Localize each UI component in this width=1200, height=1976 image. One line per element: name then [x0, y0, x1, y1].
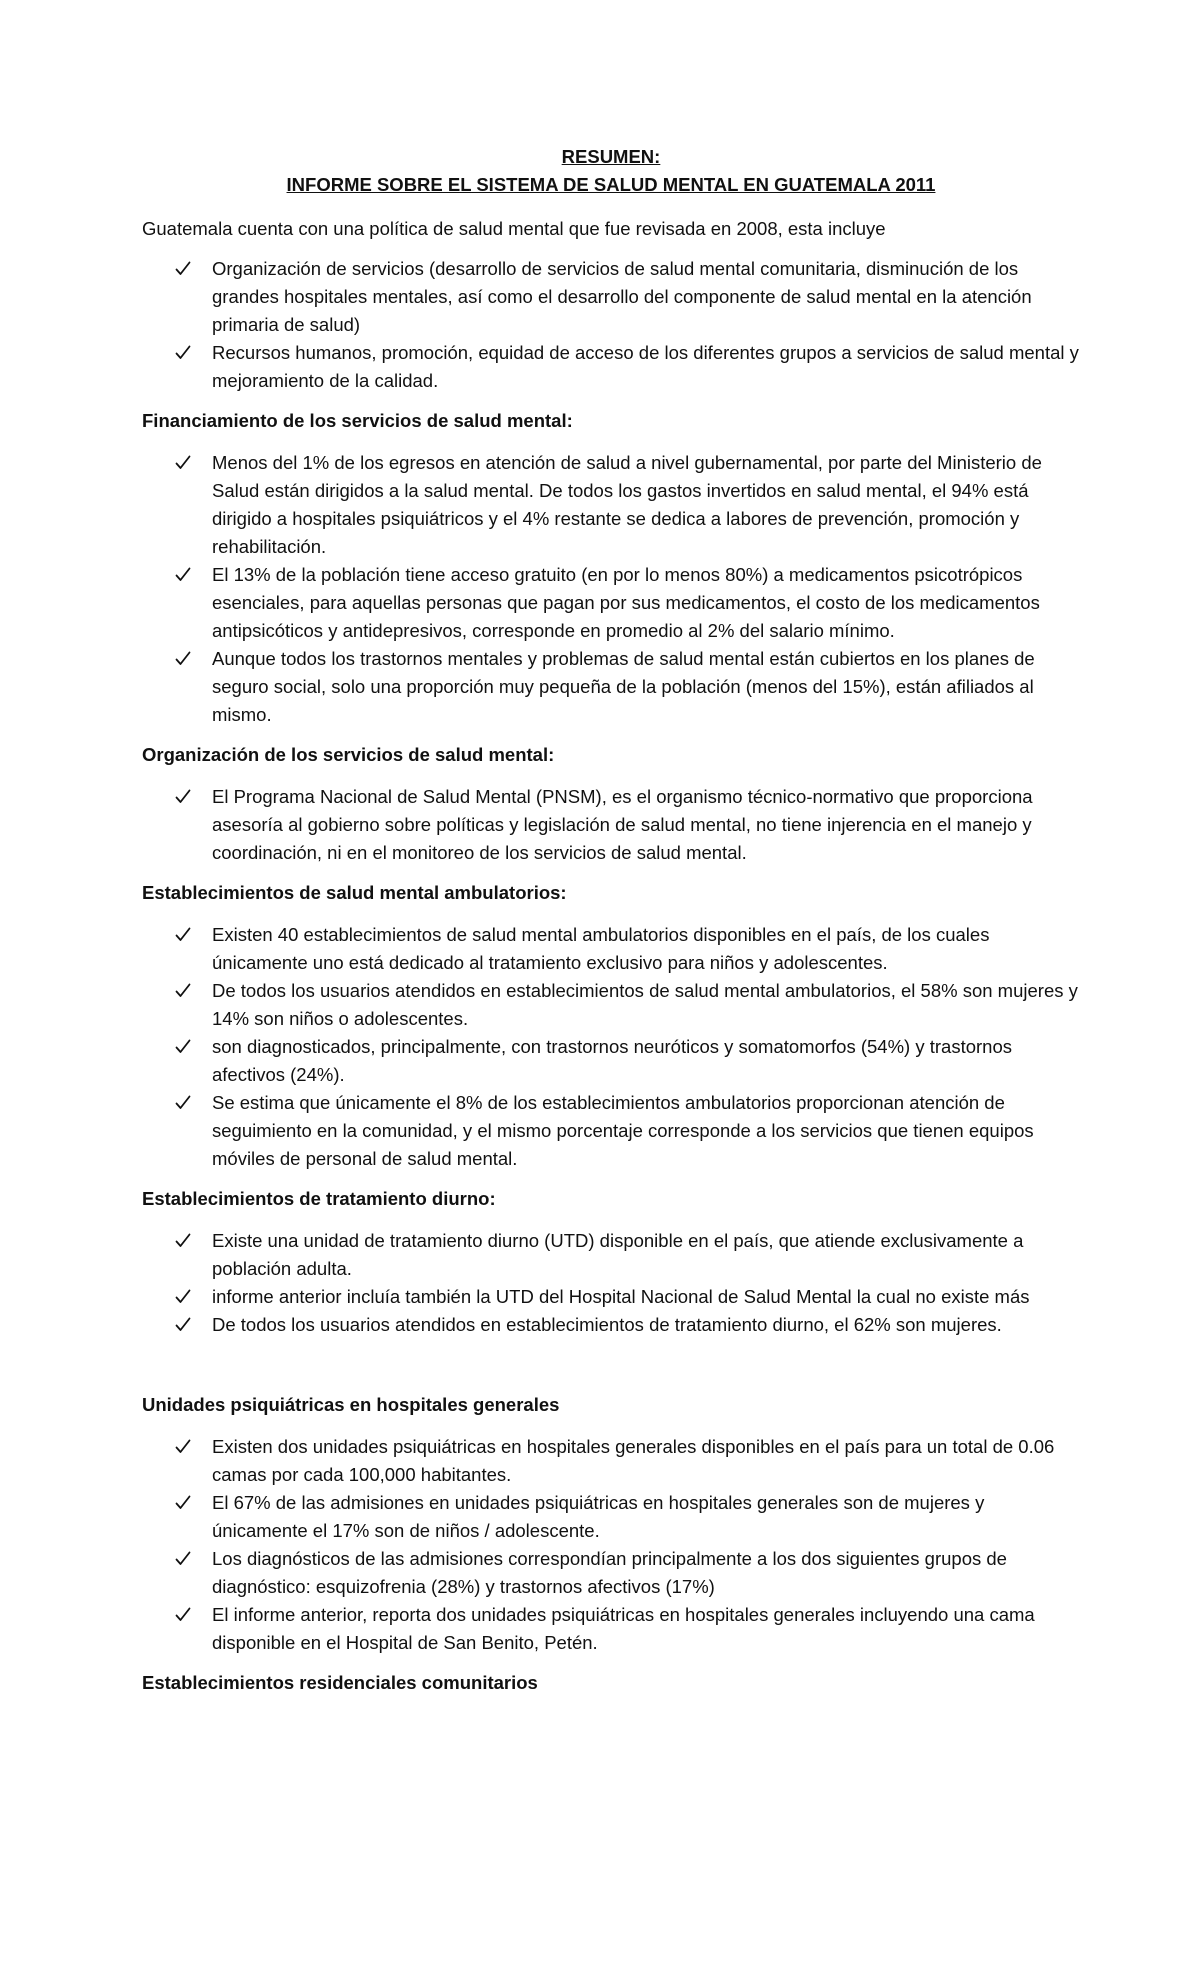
- checkmark-icon: [175, 921, 193, 949]
- list-item-text: Existen 40 establecimientos de salud mental ambulatorios disponibles en el país, de los cuales únicamente uno está dedicado al tratamiento exclusivo para niños y adolescentes.: [212, 924, 990, 973]
- list-item: [142, 1311, 1080, 1339]
- checkmark-icon: [175, 1489, 193, 1517]
- checkmark-icon: [175, 1089, 193, 1117]
- list-item: [142, 1089, 1080, 1173]
- document-title-line-1: RESUMEN:: [561, 146, 661, 167]
- list-item-text: Menos del 1% de los egresos en atención de salud a nivel gubernamental, por parte del Ministerio de Salud están dirigidos a la salud mental. De todos los gastos invertidos en salud mental, el 94% está dirigido a hospitales psiquiátricos y el 4% restante se dedica a labores de prevención, promoción y rehabilitación.: [212, 452, 1042, 557]
- tratamiento-diurno-checklist: [142, 1227, 1080, 1339]
- list-item-text: El informe anterior, reporta dos unidades psiquiátricas en hospitales generales incluyendo una cama disponible en el Hospital de San Benito, Petén.: [212, 1604, 1035, 1653]
- list-item-text: Existe una unidad de tratamiento diurno (UTD) disponible en el país, que atiende exclusivamente a población adulta.: [212, 1230, 1024, 1279]
- checkmark-icon: [175, 449, 193, 477]
- section-heading-ambulatorios: Establecimientos de salud mental ambulatorios:: [142, 882, 567, 903]
- checkmark-icon: [175, 1227, 193, 1255]
- title-block: [142, 143, 1080, 199]
- checkmark-icon: [175, 645, 193, 673]
- checkmark-icon: [175, 1283, 193, 1311]
- checkmark-icon: [175, 783, 193, 811]
- list-item-text: El 13% de la población tiene acceso gratuito (en por lo menos 80%) a medicamentos psicotrópicos esenciales, para aquellas personas que pagan por sus medicamentos, el costo de los medicamentos antipsicóticos y antidepresivos, corresponde en promedio al 2% del salario mínimo.: [212, 564, 1040, 641]
- checkmark-icon: [175, 1033, 193, 1061]
- financiamiento-checklist: [142, 449, 1080, 729]
- list-item-text: El 67% de las admisiones en unidades psiquiátricas en hospitales generales son de mujeres y únicamente el 17% son de niños / adolescente.: [212, 1492, 985, 1541]
- checkmark-icon: [175, 339, 193, 367]
- unidades-psiquiatricas-checklist: [142, 1433, 1080, 1657]
- list-item: [142, 339, 1080, 395]
- intro-checklist: [142, 255, 1080, 395]
- checkmark-icon: [175, 1601, 193, 1629]
- checkmark-icon: [175, 1433, 193, 1461]
- list-item-text: Recursos humanos, promoción, equidad de acceso de los diferentes grupos a servicios de salud mental y mejoramiento de la calidad.: [212, 342, 1079, 391]
- list-item: [142, 449, 1080, 561]
- section-heading-residenciales-comunitarios: Establecimientos residenciales comunitarios: [142, 1672, 538, 1693]
- section-heading-financiamiento: Financiamiento de los servicios de salud mental:: [142, 410, 573, 431]
- ambulatorios-checklist: [142, 921, 1080, 1173]
- list-item-text: Se estima que únicamente el 8% de los establecimientos ambulatorios proporcionan atención de seguimiento en la comunidad, y el mismo porcentaje corresponde a los servicios que tienen equipos móviles de personal de salud mental.: [212, 1092, 1034, 1169]
- list-item-text: Aunque todos los trastornos mentales y problemas de salud mental están cubiertos en los planes de seguro social, solo una proporción muy pequeña de la población (menos del 15%), están afiliados al mismo.: [212, 648, 1035, 725]
- checkmark-icon: [175, 255, 193, 283]
- list-item-text: Los diagnósticos de las admisiones correspondían principalmente a los dos siguientes grupos de diagnóstico: esquizofrenia (28%) y trastornos afectivos (17%): [212, 1548, 1007, 1597]
- list-item: [142, 1033, 1080, 1089]
- list-item: [142, 1545, 1080, 1601]
- section-heading-unidades-psiquiatricas: Unidades psiquiátricas en hospitales generales: [142, 1394, 560, 1415]
- list-item-text: Organización de servicios (desarrollo de servicios de salud mental comunitaria, disminución de los grandes hospitales mentales, así como el desarrollo del componente de salud mental en la atención primaria de salud): [212, 258, 1032, 335]
- section-heading-tratamiento-diurno: Establecimientos de tratamiento diurno:: [142, 1188, 496, 1209]
- list-item: [142, 255, 1080, 339]
- list-item: [142, 1283, 1080, 1311]
- list-item: [142, 921, 1080, 977]
- section-heading-organizacion: Organización de los servicios de salud mental:: [142, 744, 555, 765]
- checkmark-icon: [175, 1545, 193, 1573]
- list-item: [142, 1601, 1080, 1657]
- organizacion-checklist: [142, 783, 1080, 867]
- intro-paragraph: Guatemala cuenta con una política de salud mental que fue revisada en 2008, esta incluye: [142, 218, 886, 239]
- checkmark-icon: [175, 977, 193, 1005]
- list-item: [142, 1433, 1080, 1489]
- list-item-text: son diagnosticados, principalmente, con trastornos neuróticos y somatomorfos (54%) y trastornos afectivos (24%).: [212, 1036, 1012, 1085]
- list-item-text: informe anterior incluía también la UTD del Hospital Nacional de Salud Mental la cual no existe más: [212, 1286, 1030, 1307]
- checkmark-icon: [175, 561, 193, 589]
- list-item: [142, 1489, 1080, 1545]
- list-item-text: El Programa Nacional de Salud Mental (PNSM), es el organismo técnico-normativo que proporciona asesoría al gobierno sobre políticas y legislación de salud mental, no tiene injerencia en el manejo y coordinación, ni en el monitoreo de los servicios de salud mental.: [212, 786, 1033, 863]
- checkmark-icon: [175, 1311, 193, 1339]
- list-item: [142, 783, 1080, 867]
- list-item-text: De todos los usuarios atendidos en establecimientos de salud mental ambulatorios, el 58% son mujeres y 14% son niños o adolescentes.: [212, 980, 1078, 1029]
- list-item-text: De todos los usuarios atendidos en establecimientos de tratamiento diurno, el 62% son mujeres.: [212, 1314, 1002, 1335]
- list-item-text: Existen dos unidades psiquiátricas en hospitales generales disponibles en el país para un total de 0.06 camas por cada 100,000 habitantes.: [212, 1436, 1055, 1485]
- list-item: [142, 561, 1080, 645]
- document-title-line-2: INFORME SOBRE EL SISTEMA DE SALUD MENTAL EN GUATEMALA 2011: [286, 174, 936, 195]
- list-item: [142, 1227, 1080, 1283]
- list-item: [142, 977, 1080, 1033]
- list-item: [142, 645, 1080, 729]
